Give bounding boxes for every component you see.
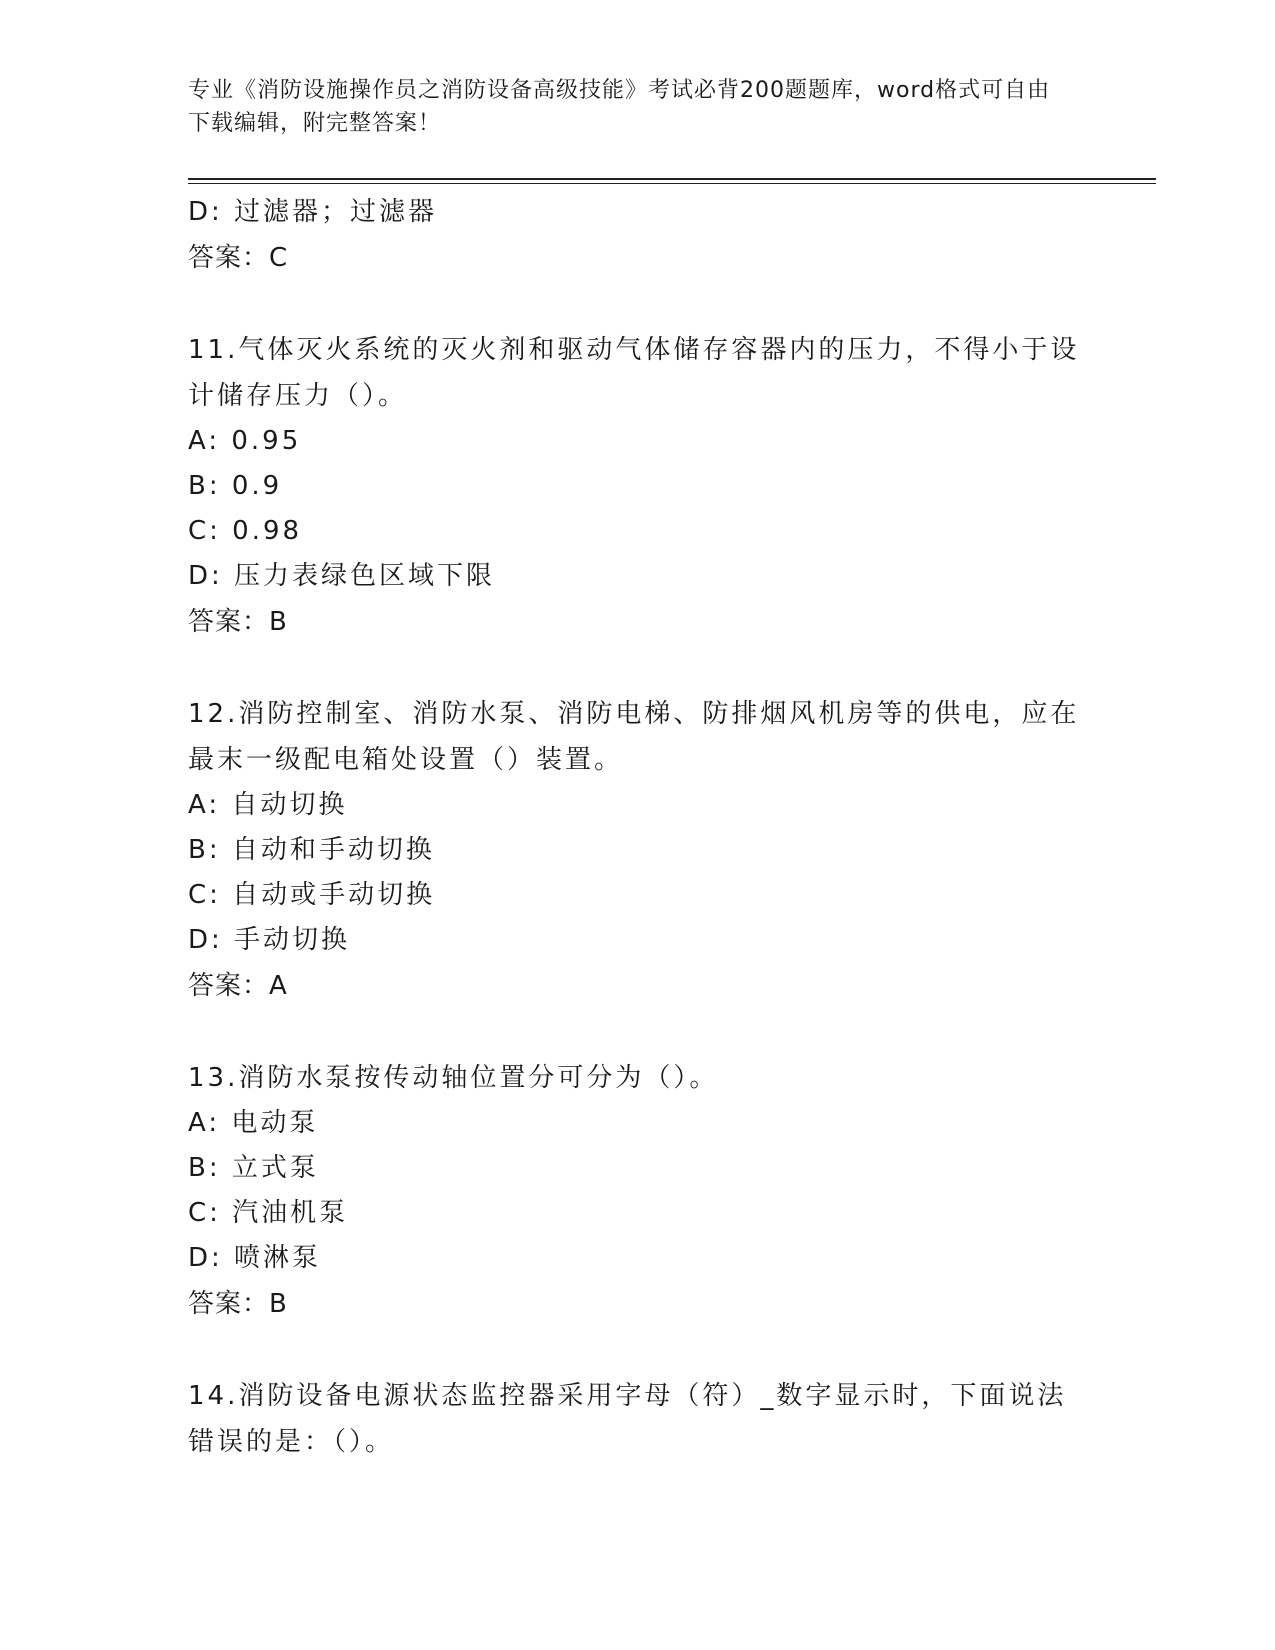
answer: 答案：A [188, 971, 288, 1001]
question-13 [188, 1055, 1088, 1327]
question-stem: 11.气体灭火系统的灭火剂和驱动气体储存容器内的压力，不得小于设计储存压力（）。 [188, 335, 1080, 411]
document-header: 专业《消防设施操作员之消防设备高级技能》考试必背200题题库，word格式可自由下载编辑，附完整答案！ [188, 78, 1051, 136]
spacer [188, 645, 1088, 691]
option-d: D: 压力表绿色区域下限 [188, 561, 496, 591]
header-divider-thick [188, 178, 1156, 180]
prev-answer: 答案：C [188, 243, 289, 273]
option-b: B: 0.9 [188, 471, 283, 501]
question-12 [188, 691, 1088, 1009]
option-c: C: 汽油机泵 [188, 1198, 349, 1228]
option-c: C: 自动或手动切换 [188, 880, 436, 910]
option-d: D: 喷淋泵 [188, 1243, 322, 1273]
option-d: D: 手动切换 [188, 925, 351, 955]
question-stem: 13.消防水泵按传动轴位置分可分为（）。 [188, 1063, 719, 1093]
option-a: A: 电动泵 [188, 1108, 319, 1138]
option-a: A: 自动切换 [188, 790, 348, 820]
question-stem: 14.消防设备电源状态监控器采用字母（符）_数字显示时，下面说法错误的是：（）。 [188, 1381, 1067, 1457]
prev-option-d: D: 过滤器；过滤器 [188, 197, 438, 227]
question-11 [188, 327, 1088, 645]
header-divider-thin [188, 183, 1156, 184]
option-a: A: 0.95 [188, 426, 302, 456]
spacer [188, 1327, 1088, 1373]
option-b: B: 自动和手动切换 [188, 835, 435, 865]
spacer [188, 281, 1088, 327]
question-content [188, 190, 1088, 1465]
answer: 答案：B [188, 607, 288, 637]
option-b: B: 立式泵 [188, 1153, 319, 1183]
option-c: C: 0.98 [188, 516, 303, 546]
answer: 答案：B [188, 1289, 288, 1319]
spacer [188, 1009, 1088, 1055]
question-14 [188, 1373, 1088, 1465]
question-stem: 12.消防控制室、消防水泵、消防电梯、防排烟风机房等的供电，应在最末一级配电箱处设置（）装置。 [188, 699, 1080, 775]
